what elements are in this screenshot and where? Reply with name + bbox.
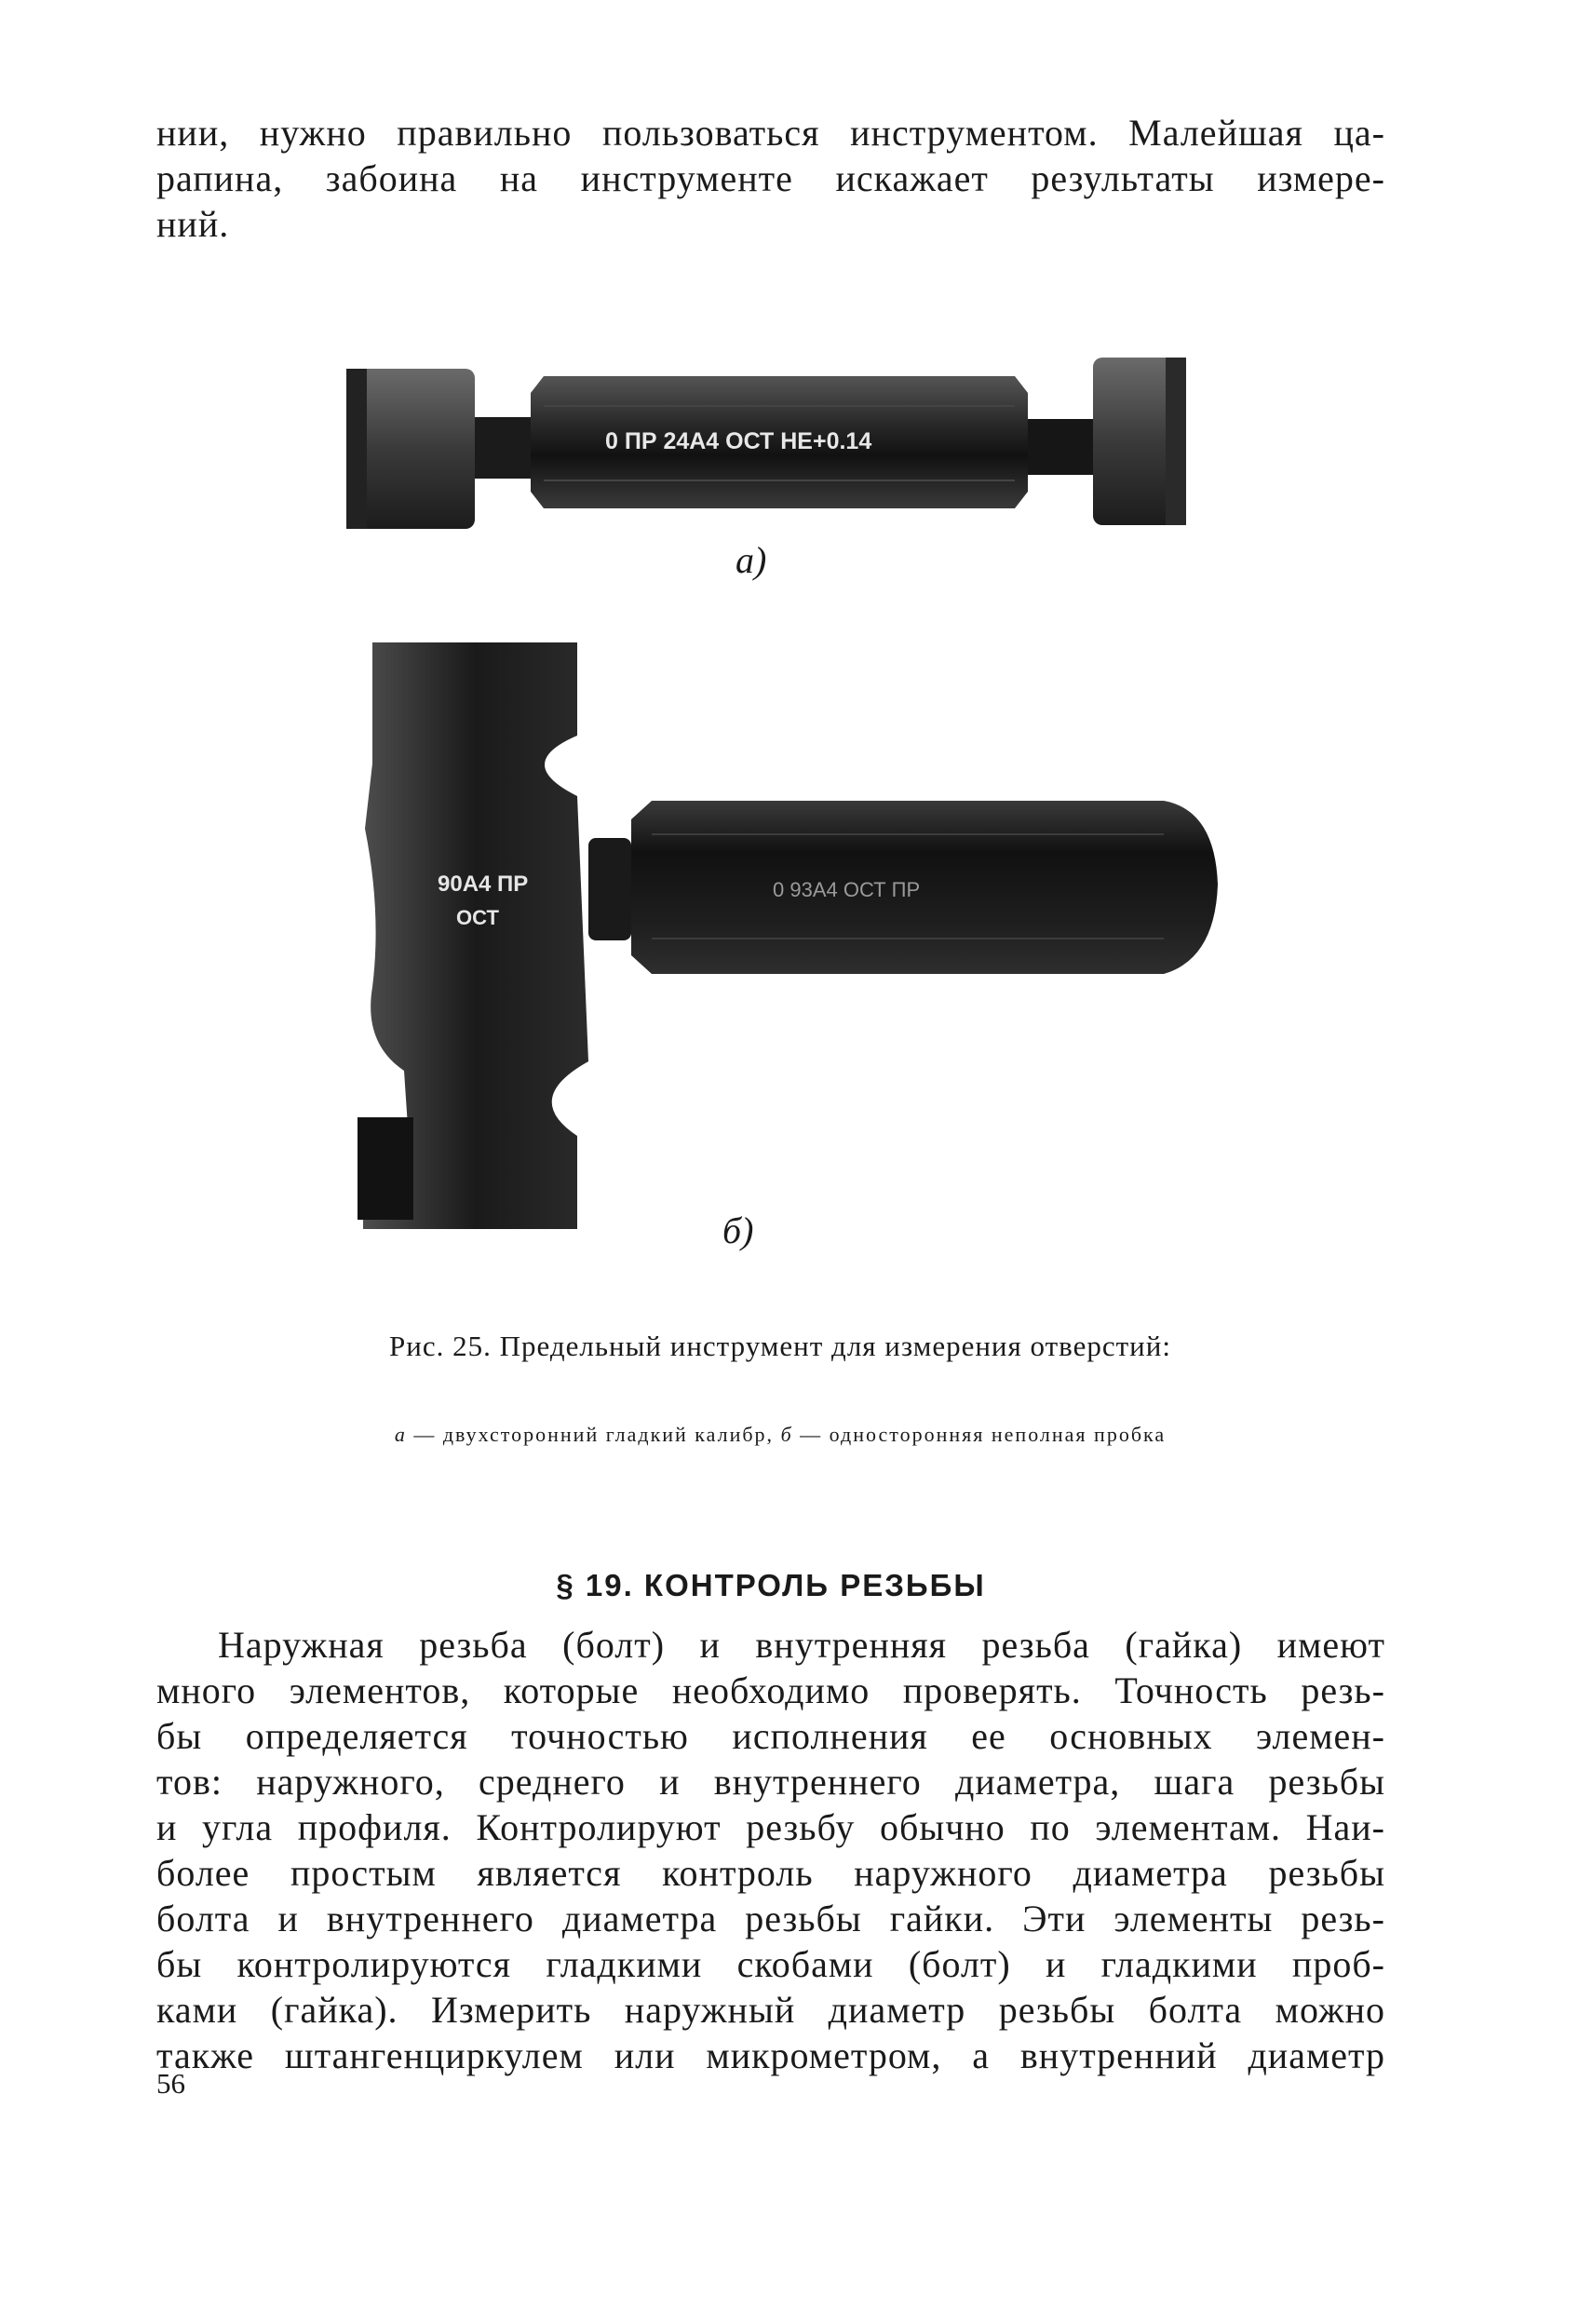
text-line: и угла профиля. Контролируют резьбу обычно по элементам. Наи- — [156, 1806, 1385, 1848]
text-line: бы контролируются гладкими скобами (болт) и гладкими проб- — [156, 1943, 1385, 1985]
text-line: ками (гайка). Измерить наружный диаметр резьбы болта можно — [156, 1989, 1385, 2031]
plug-engraving: 0 93А4 ОСТ ПР — [773, 878, 921, 901]
handle-engraving: 0 ПР 24А4 ОСТ НЕ+0.14 — [605, 428, 872, 454]
plug-gauge-partial-image — [344, 633, 1227, 1229]
text-line: рапина, забоина на инструменте искажает результаты измере- — [156, 157, 1385, 199]
figure-caption-description — [333, 1423, 1227, 1447]
panel-b-label: б) — [722, 1209, 754, 1251]
text-line: более простым является контроль наружного диаметра резьбы — [156, 1852, 1385, 1894]
top-paragraph — [156, 110, 1385, 247]
panel-a-label: а) — [736, 539, 767, 581]
text-line: ний. — [156, 203, 230, 245]
plate-engraving-2: ОСТ — [456, 906, 499, 929]
plug-gauge-double-image — [337, 350, 1227, 536]
text-line: нии, нужно правильно пользоваться инструментом. Малейшая ца- — [156, 112, 1385, 154]
text-line: бы определяется точностью исполнения ее основных элемен- — [156, 1715, 1385, 1757]
text-line: болта и внутреннего диаметра резьбы гайки. Эти элементы резь- — [156, 1898, 1385, 1939]
text-line: Наружная резьба (болт) и внутренняя резьба (гайка) имеют — [218, 1624, 1385, 1666]
caption-letter-b: б — [780, 1423, 793, 1446]
caption-text-a: — двухсторонний гладкий калибр, — [406, 1423, 781, 1446]
page-number: 56 — [156, 2067, 185, 2100]
plate-engraving-1: 90А4 ПР — [438, 872, 529, 897]
text-line: тов: наружного, среднего и внутреннего диаметра, шага резьбы — [156, 1761, 1385, 1803]
text-line: также штангенциркулем или микрометром, а внутренний диаметр — [156, 2034, 1385, 2076]
figure-caption: Рис. 25. Предельный инструмент для измерения отверстий: — [389, 1330, 1171, 1362]
caption-text-b: — односторонняя неполная пробка — [792, 1423, 1167, 1446]
text-line: много элементов, которые необходимо проверять. Точность резь- — [156, 1669, 1385, 1711]
body-paragraph — [156, 1622, 1385, 2078]
caption-letter-a: а — [394, 1423, 407, 1446]
section-heading: § 19. КОНТРОЛЬ РЕЗЬБЫ — [556, 1568, 986, 1603]
